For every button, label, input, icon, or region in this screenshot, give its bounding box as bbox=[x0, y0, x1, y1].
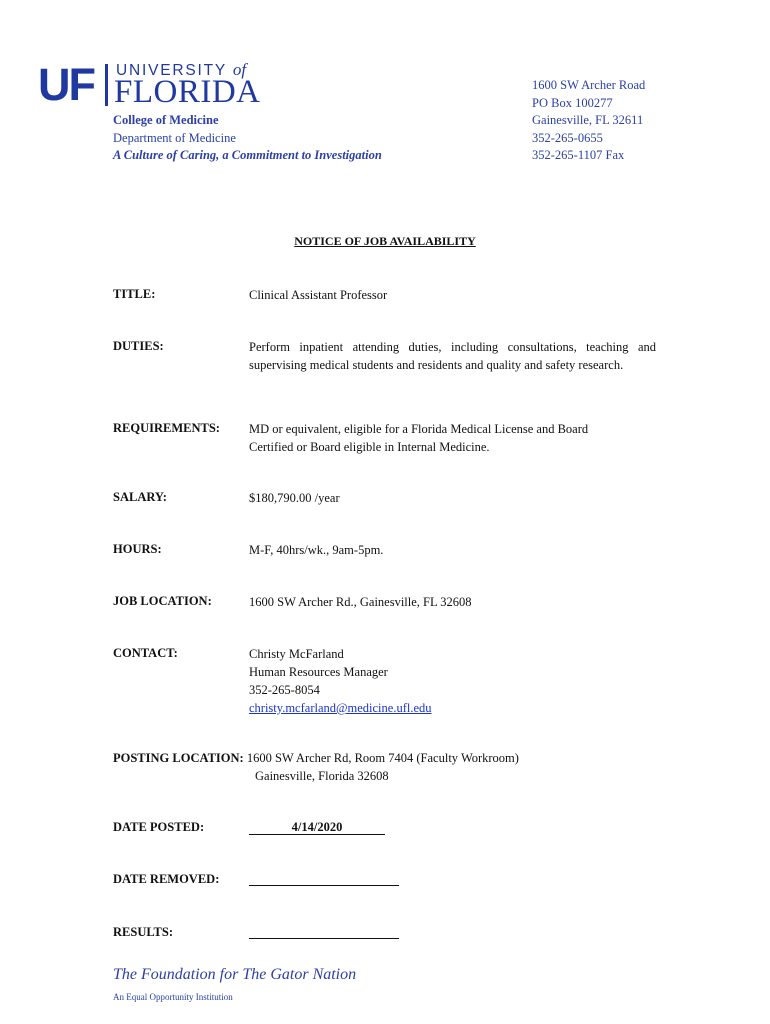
address-line: Gainesville, FL 32611 bbox=[532, 113, 644, 127]
contact-role: Human Resources Manager bbox=[249, 665, 388, 679]
posting-location-label: POSTING LOCATION: bbox=[113, 751, 244, 765]
address-fax: 352-265-1107 Fax bbox=[532, 148, 625, 162]
requirements-line: Certified or Board eligible in Internal Medicine. bbox=[249, 440, 490, 454]
uf-logo bbox=[38, 59, 273, 110]
address-line: 1600 SW Archer Road bbox=[532, 78, 646, 92]
department-name: Department of Medicine bbox=[113, 130, 236, 145]
date-removed-blank bbox=[249, 872, 399, 886]
date-removed-label: DATE REMOVED: bbox=[113, 872, 220, 886]
contact-name: Christy McFarland bbox=[249, 647, 344, 661]
contact-phone: 352-265-8054 bbox=[249, 683, 320, 697]
title-value: Clinical Assistant Professor bbox=[249, 288, 388, 302]
contact-label: CONTACT: bbox=[113, 646, 178, 660]
results-blank bbox=[249, 925, 399, 939]
salary-label: SALARY: bbox=[113, 490, 167, 504]
tagline: A Culture of Caring, a Commitment to Investigation bbox=[113, 148, 382, 162]
date-posted-value: 4/14/2020 bbox=[249, 820, 385, 835]
hours-value: M-F, 40hrs/wk., 9am-5pm. bbox=[249, 543, 384, 557]
logo-divider bbox=[105, 64, 108, 106]
date-posted-label: DATE POSTED: bbox=[113, 820, 205, 834]
job-location-value: 1600 SW Archer Rd., Gainesville, FL 32608 bbox=[249, 595, 472, 609]
duties-value: Perform inpatient attending duties, including consultations, teaching and supervising medical students and residents and quality and safety research. bbox=[249, 340, 656, 372]
job-location-label: JOB LOCATION: bbox=[113, 594, 212, 608]
department-block bbox=[113, 112, 382, 165]
college-name: College of Medicine bbox=[113, 113, 219, 127]
logo-university: UNIVERSITY of bbox=[116, 60, 247, 79]
salary-value: $180,790.00 /year bbox=[249, 491, 340, 505]
requirements-label: REQUIREMENTS: bbox=[113, 421, 220, 435]
footer-foundation: The Foundation for The Gator Nation bbox=[113, 966, 357, 983]
requirements-value bbox=[249, 420, 588, 456]
duties-label: DUTIES: bbox=[113, 339, 164, 353]
contact-email-link[interactable]: christy.mcfarland@medicine.ufl.edu bbox=[249, 701, 432, 715]
requirements-line: MD or equivalent, eligible for a Florida Medical License and Board bbox=[249, 422, 589, 436]
contact-value bbox=[249, 645, 432, 717]
title-label: TITLE: bbox=[113, 287, 156, 301]
posting-location bbox=[113, 749, 519, 785]
logo-florida: FLORIDA bbox=[114, 74, 261, 110]
logo-uf: UF bbox=[38, 59, 94, 110]
hours-label: HOURS: bbox=[113, 542, 162, 556]
results-label: RESULTS: bbox=[113, 925, 173, 939]
footer-eoi: An Equal Opportunity Institution bbox=[113, 992, 233, 1002]
address-block bbox=[532, 77, 645, 165]
address-line: PO Box 100277 bbox=[532, 95, 613, 110]
address-phone: 352-265-0655 bbox=[532, 130, 603, 145]
notice-title: NOTICE OF JOB AVAILABILITY bbox=[294, 234, 476, 248]
posting-location-line2: Gainesville, Florida 32608 bbox=[255, 769, 389, 783]
posting-location-line1: 1600 SW Archer Rd, Room 7404 (Faculty Workroom) bbox=[246, 751, 519, 765]
